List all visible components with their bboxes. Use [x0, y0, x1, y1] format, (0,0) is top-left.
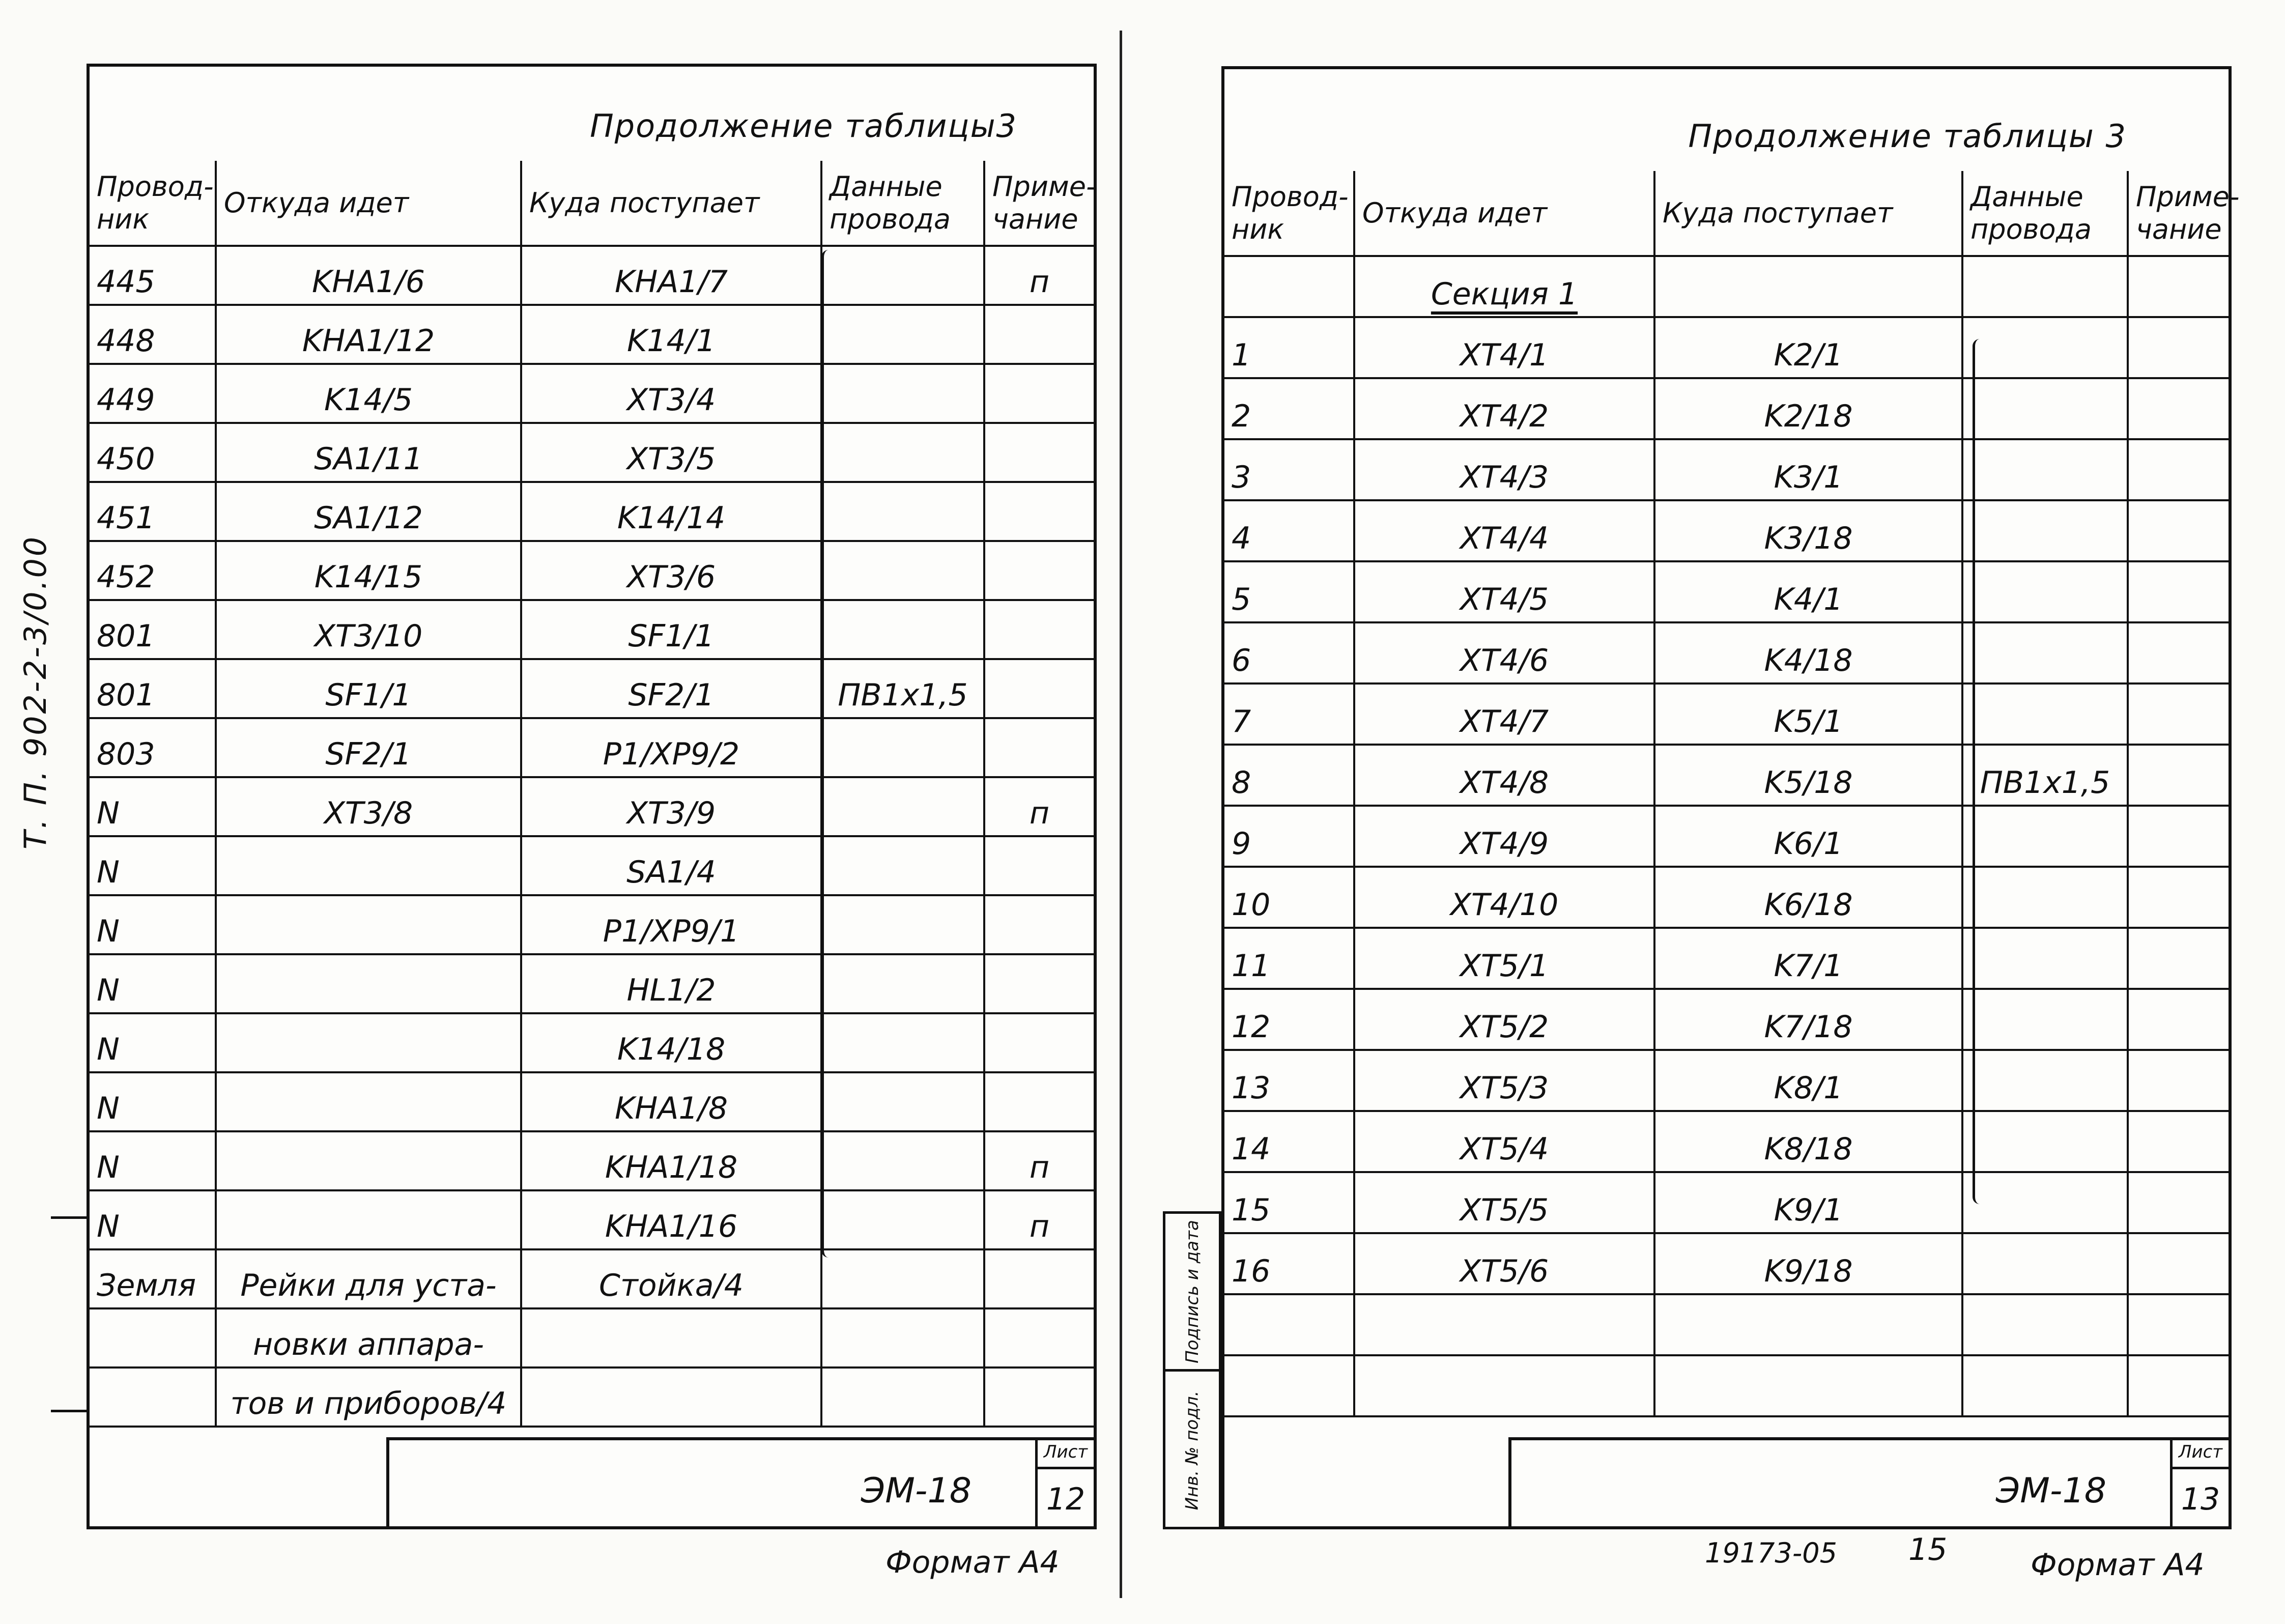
- cell-wire: N: [90, 1190, 216, 1249]
- cell-to: P1/XP9/2: [521, 718, 821, 777]
- cell-from: K14/15: [216, 541, 521, 600]
- cell-from: [216, 1072, 521, 1131]
- cell-note: [984, 1013, 1094, 1072]
- cell-wire-data: [821, 836, 984, 895]
- cell-wire-data: [821, 1072, 984, 1131]
- doc-code: ЭМ-18: [861, 1471, 972, 1511]
- table-row: [1224, 622, 2229, 683]
- cell-wire-data: [1962, 1294, 2128, 1355]
- cell-wire-data: [821, 423, 984, 482]
- sheet-number: 13: [2181, 1481, 2220, 1517]
- cell-note: [2128, 683, 2229, 745]
- table-caption: Продолжение таблицы3: [590, 107, 1017, 145]
- cell-wire: 801: [90, 659, 216, 718]
- cell-wire: [1224, 1294, 1354, 1355]
- cell-wire: 449: [90, 364, 216, 423]
- header-from: Откуда идет: [1354, 171, 1654, 256]
- table-row: [90, 1308, 1094, 1367]
- cell-from: Рейки для уста-: [216, 1249, 521, 1308]
- cell-note: [2128, 1050, 2229, 1111]
- cell-to: K8/1: [1654, 1050, 1962, 1111]
- table-row: [90, 305, 1094, 364]
- cell-from: KHA1/12: [216, 305, 521, 364]
- sheet-number: 12: [1046, 1481, 1086, 1517]
- cell-wire-data: [1962, 1050, 2128, 1111]
- table-row: [1224, 1355, 2229, 1416]
- header-to: Куда поступает: [521, 161, 821, 246]
- cell-note: [984, 364, 1094, 423]
- cell-note: [2128, 622, 2229, 683]
- cell-wire-data: [821, 1249, 984, 1308]
- cell-note: [2128, 867, 2229, 928]
- cell-wire: [90, 1308, 216, 1367]
- table-row: [90, 718, 1094, 777]
- cell-wire: 5: [1224, 561, 1354, 622]
- cell-wire-data: [821, 1190, 984, 1249]
- cell-from: XT4/6: [1354, 622, 1654, 683]
- cell-wire-data: [821, 1367, 984, 1427]
- header-note: Приме-чание: [984, 161, 1094, 246]
- cell-note: [984, 836, 1094, 895]
- cell-to: KHA1/16: [521, 1190, 821, 1249]
- cell-to: K3/18: [1654, 500, 1962, 561]
- cell-wire-data: [1962, 867, 2128, 928]
- cell-to: K6/1: [1654, 806, 1962, 867]
- section-cell-empty: [1224, 256, 1354, 317]
- sheet-label: Лист: [2173, 1437, 2229, 1469]
- cell-wire-data: ПВ1х1,5: [1962, 745, 2128, 806]
- cell-wire: 3: [1224, 439, 1354, 500]
- approval-strip: [1163, 1211, 1221, 1529]
- cell-from: XT4/3: [1354, 439, 1654, 500]
- cell-to: KHA1/18: [521, 1131, 821, 1190]
- table-row: [1224, 1111, 2229, 1172]
- table-row: [90, 1131, 1094, 1190]
- cell-wire-data: [821, 364, 984, 423]
- cell-from: [216, 836, 521, 895]
- cell-to: [1654, 1294, 1962, 1355]
- title-block: [386, 1437, 1094, 1526]
- footer-page-number: 15: [1908, 1532, 1948, 1568]
- table-row: [1224, 439, 2229, 500]
- cell-from: XT5/1: [1354, 928, 1654, 989]
- cell-to: [1654, 1355, 1962, 1416]
- cell-note: [984, 659, 1094, 718]
- cell-to: P1/XP9/1: [521, 895, 821, 954]
- cell-wire-data: [1962, 500, 2128, 561]
- approval-strip-label: Инв. № подл.: [1182, 1390, 1203, 1511]
- cell-wire-data: [821, 246, 984, 305]
- cell-from: [216, 1131, 521, 1190]
- table-row: [90, 600, 1094, 659]
- table-row: [90, 1190, 1094, 1249]
- cell-from: XT5/3: [1354, 1050, 1654, 1111]
- cell-note: [2128, 439, 2229, 500]
- header-note: Приме-чание: [2128, 171, 2229, 256]
- table-row: [1224, 806, 2229, 867]
- cell-note: [984, 482, 1094, 541]
- cell-wire: N: [90, 777, 216, 836]
- cell-note: [984, 954, 1094, 1013]
- cell-wire: 2: [1224, 378, 1354, 439]
- cell-note: [984, 1072, 1094, 1131]
- cell-from: XT4/10: [1354, 867, 1654, 928]
- cell-wire: [1224, 1355, 1354, 1416]
- cell-wire: 9: [1224, 806, 1354, 867]
- cell-to: K9/18: [1654, 1233, 1962, 1294]
- table-row: [1224, 561, 2229, 622]
- cell-note: [2128, 745, 2229, 806]
- cell-to: K4/1: [1654, 561, 1962, 622]
- section-title: Секция 1: [1431, 276, 1578, 312]
- sheet-number-box: [2170, 1437, 2229, 1526]
- cell-to: K5/18: [1654, 745, 1962, 806]
- cell-wire-data: [821, 482, 984, 541]
- cell-wire-data: [1962, 561, 2128, 622]
- cell-wire: 6: [1224, 622, 1354, 683]
- cell-to: K2/1: [1654, 317, 1962, 378]
- cell-from: XT4/9: [1354, 806, 1654, 867]
- cell-to: XT3/5: [521, 423, 821, 482]
- cell-to: SF2/1: [521, 659, 821, 718]
- cell-wire: N: [90, 954, 216, 1013]
- cell-wire: 1: [1224, 317, 1354, 378]
- cell-wire-data: [1962, 317, 2128, 378]
- table-row: [1224, 1172, 2229, 1233]
- cell-wire-data: [1962, 622, 2128, 683]
- table-row: [90, 895, 1094, 954]
- cell-wire: N: [90, 836, 216, 895]
- table-row: [90, 1367, 1094, 1427]
- cell-note: [984, 423, 1094, 482]
- cell-note: [2128, 1233, 2229, 1294]
- cell-to: K7/1: [1654, 928, 1962, 989]
- cell-wire: 15: [1224, 1172, 1354, 1233]
- cell-from: [1354, 1294, 1654, 1355]
- table-row: [1224, 928, 2229, 989]
- table-row: [90, 541, 1094, 600]
- approval-strip-cell: [1165, 1369, 1219, 1529]
- format-label: Формат А4: [2031, 1547, 2205, 1583]
- cell-wire: 10: [1224, 867, 1354, 928]
- cell-note: [2128, 989, 2229, 1050]
- header-to: Куда поступает: [1654, 171, 1962, 256]
- cell-to: K14/14: [521, 482, 821, 541]
- cell-from: [1354, 1355, 1654, 1416]
- format-label: Формат А4: [886, 1545, 1060, 1580]
- cell-wire: 7: [1224, 683, 1354, 745]
- cell-from: KHA1/6: [216, 246, 521, 305]
- sheet-number-box: [1035, 1437, 1094, 1526]
- cell-wire: N: [90, 1013, 216, 1072]
- cell-wire: N: [90, 895, 216, 954]
- title-block: [1508, 1437, 2229, 1526]
- cell-from: [216, 954, 521, 1013]
- cell-from: XT5/5: [1354, 1172, 1654, 1233]
- cell-to: K7/18: [1654, 989, 1962, 1050]
- table-row: [1224, 378, 2229, 439]
- margin-project-code: Т. П. 902-2-3/0.00: [18, 534, 53, 850]
- table-row: [90, 423, 1094, 482]
- cell-wire-data: [1962, 439, 2128, 500]
- cell-note: [984, 1249, 1094, 1308]
- cell-wire: N: [90, 1131, 216, 1190]
- margin-tick: [51, 1410, 87, 1412]
- table-caption: Продолжение таблицы 3: [1688, 118, 2127, 155]
- section-row: [1224, 256, 2229, 317]
- cell-note: [2128, 1294, 2229, 1355]
- cell-wire: 801: [90, 600, 216, 659]
- margin-tick: [51, 1216, 87, 1219]
- table-row: [1224, 500, 2229, 561]
- cell-wire: 445: [90, 246, 216, 305]
- cell-note: [2128, 500, 2229, 561]
- cell-wire: Земля: [90, 1249, 216, 1308]
- fold-line: [1120, 31, 1122, 1598]
- wiring-table: [1224, 171, 2240, 1417]
- cell-from: XT4/1: [1354, 317, 1654, 378]
- table-row: [90, 482, 1094, 541]
- table-row: [90, 954, 1094, 1013]
- cell-from: XT3/10: [216, 600, 521, 659]
- wiring-table: [90, 161, 1094, 1428]
- table-row: [1224, 1050, 2229, 1111]
- cell-from: XT5/6: [1354, 1233, 1654, 1294]
- cell-wire-data: [821, 305, 984, 364]
- table-row: [1224, 745, 2229, 806]
- table-row: [1224, 989, 2229, 1050]
- cell-note: [984, 895, 1094, 954]
- sheet-left: [87, 64, 1097, 1529]
- cell-wire-data: [821, 600, 984, 659]
- table-row: [90, 836, 1094, 895]
- cell-note: [2128, 806, 2229, 867]
- cell-to: KHA1/7: [521, 246, 821, 305]
- cell-wire: 452: [90, 541, 216, 600]
- cell-wire-data: [821, 1013, 984, 1072]
- cell-wire: [90, 1367, 216, 1427]
- cell-to: XT3/4: [521, 364, 821, 423]
- cell-to: K5/1: [1654, 683, 1962, 745]
- table-row: [90, 1249, 1094, 1308]
- cell-from: XT4/5: [1354, 561, 1654, 622]
- table-row: [1224, 683, 2229, 745]
- cell-from: K14/5: [216, 364, 521, 423]
- cell-from: SF1/1: [216, 659, 521, 718]
- cell-wire: 8: [1224, 745, 1354, 806]
- cell-wire-data: [1962, 989, 2128, 1050]
- header-wire-data: Данные провода: [1962, 171, 2128, 256]
- cell-from: [216, 1013, 521, 1072]
- section-cell-empty: [1654, 256, 1962, 317]
- cell-note: [2128, 928, 2229, 989]
- table-row: [90, 246, 1094, 305]
- section-cell-empty: [1962, 256, 2128, 317]
- cell-wire: 13: [1224, 1050, 1354, 1111]
- cell-wire: 448: [90, 305, 216, 364]
- cell-note: п: [984, 1131, 1094, 1190]
- header-wire: Провод-ник: [90, 161, 216, 246]
- cell-from: XT4/2: [1354, 378, 1654, 439]
- cell-wire-data: [1962, 1355, 2128, 1416]
- cell-from: XT5/2: [1354, 989, 1654, 1050]
- table-header-row: [90, 161, 1094, 246]
- cell-note: п: [984, 1190, 1094, 1249]
- header-from: Откуда идет: [216, 161, 521, 246]
- table-row: [90, 1072, 1094, 1131]
- cell-to: Стойка/4: [521, 1249, 821, 1308]
- cell-note: [2128, 561, 2229, 622]
- cell-wire-data: [1962, 806, 2128, 867]
- cell-to: K9/1: [1654, 1172, 1962, 1233]
- table-row: [1224, 1233, 2229, 1294]
- sheet-label: Лист: [1038, 1437, 1094, 1469]
- cell-wire-data: [1962, 928, 2128, 989]
- cell-note: [2128, 378, 2229, 439]
- cell-from: XT4/4: [1354, 500, 1654, 561]
- approval-strip-label: Подпись и дата: [1182, 1219, 1203, 1363]
- cell-from: новки аппара-: [216, 1308, 521, 1367]
- table-row: [90, 777, 1094, 836]
- cell-from: SF2/1: [216, 718, 521, 777]
- table-row: [1224, 317, 2229, 378]
- section-title-cell: [1354, 256, 1654, 317]
- section-cell-empty: [2128, 256, 2229, 317]
- cell-to: KHA1/8: [521, 1072, 821, 1131]
- cell-to: K14/1: [521, 305, 821, 364]
- table-row: [1224, 1294, 2229, 1355]
- cell-to: K14/18: [521, 1013, 821, 1072]
- cell-wire: N: [90, 1072, 216, 1131]
- cell-wire-data: [1962, 378, 2128, 439]
- cell-to: K4/18: [1654, 622, 1962, 683]
- cell-wire: 12: [1224, 989, 1354, 1050]
- cell-wire-data: [1962, 1111, 2128, 1172]
- cell-to: K3/1: [1654, 439, 1962, 500]
- cell-wire-data: [821, 1131, 984, 1190]
- cell-note: [984, 1308, 1094, 1367]
- wire-data-bracket: [1973, 339, 1985, 1204]
- cell-note: [2128, 317, 2229, 378]
- cell-wire: 14: [1224, 1111, 1354, 1172]
- cell-to: HL1/2: [521, 954, 821, 1013]
- cell-wire: 16: [1224, 1233, 1354, 1294]
- cell-wire-data: [1962, 1172, 2128, 1233]
- cell-note: [2128, 1355, 2229, 1416]
- cell-to: [521, 1308, 821, 1367]
- cell-to: SA1/4: [521, 836, 821, 895]
- cell-from: тов и приборов/4: [216, 1367, 521, 1427]
- cell-from: [216, 895, 521, 954]
- cell-wire: 4: [1224, 500, 1354, 561]
- wire-data-bracket: [821, 250, 834, 1258]
- approval-strip-cell: [1165, 1214, 1219, 1369]
- sheet-right: [1221, 66, 2240, 1529]
- cell-from: SA1/12: [216, 482, 521, 541]
- cell-wire: 803: [90, 718, 216, 777]
- cell-to: K8/18: [1654, 1111, 1962, 1172]
- cell-wire: 450: [90, 423, 216, 482]
- cell-wire: 451: [90, 482, 216, 541]
- cell-note: [2128, 1111, 2229, 1172]
- cell-wire-data: [821, 541, 984, 600]
- cell-to: [521, 1367, 821, 1427]
- header-wire: Провод-ник: [1224, 171, 1354, 256]
- footer-document-number: 19173-05: [1705, 1537, 1837, 1569]
- cell-to: XT3/9: [521, 777, 821, 836]
- doc-code: ЭМ-18: [1995, 1471, 2106, 1511]
- cell-note: п: [984, 777, 1094, 836]
- cell-from: XT4/8: [1354, 745, 1654, 806]
- cell-to: XT3/6: [521, 541, 821, 600]
- header-wire-data: Данные провода: [821, 161, 984, 246]
- cell-note: [984, 541, 1094, 600]
- cell-wire-data: ПВ1х1,5: [821, 659, 984, 718]
- cell-from: [216, 1190, 521, 1249]
- table-row: [1224, 867, 2229, 928]
- cell-note: [984, 1367, 1094, 1427]
- cell-to: K2/18: [1654, 378, 1962, 439]
- cell-from: XT3/8: [216, 777, 521, 836]
- cell-note: [984, 718, 1094, 777]
- table-row: [90, 659, 1094, 718]
- cell-note: [2128, 1172, 2229, 1233]
- table-row: [90, 364, 1094, 423]
- cell-note: [984, 600, 1094, 659]
- cell-wire-data: [821, 895, 984, 954]
- cell-to: K6/18: [1654, 867, 1962, 928]
- cell-wire-data: [821, 954, 984, 1013]
- cell-wire-data: [821, 777, 984, 836]
- cell-wire: 11: [1224, 928, 1354, 989]
- cell-from: XT5/4: [1354, 1111, 1654, 1172]
- cell-note: [984, 305, 1094, 364]
- cell-note: п: [984, 246, 1094, 305]
- cell-wire-data: [821, 1308, 984, 1367]
- cell-to: SF1/1: [521, 600, 821, 659]
- cell-wire-data: [1962, 683, 2128, 745]
- cell-from: XT4/7: [1354, 683, 1654, 745]
- cell-wire-data: [821, 718, 984, 777]
- cell-from: SA1/11: [216, 423, 521, 482]
- table-row: [90, 1013, 1094, 1072]
- cell-wire-data: [1962, 1233, 2128, 1294]
- table-header-row: [1224, 171, 2229, 256]
